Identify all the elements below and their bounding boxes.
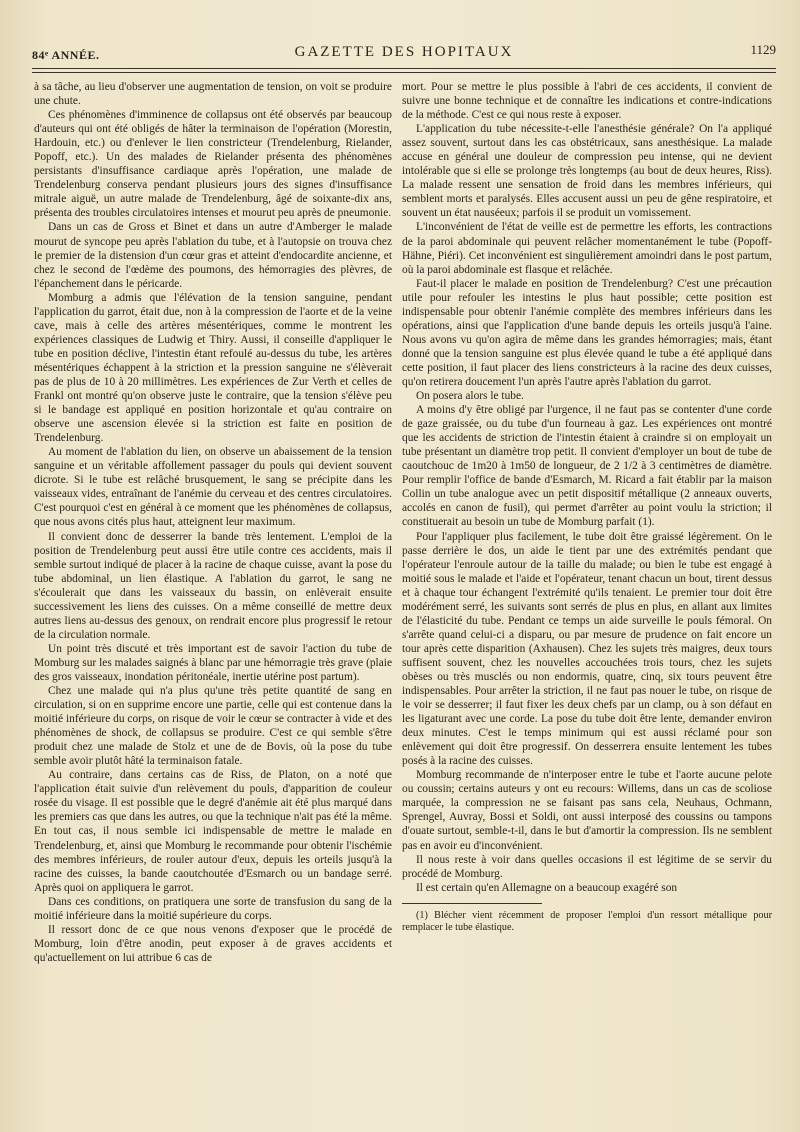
right-column bbox=[402, 80, 772, 935]
paragraph: Il est certain qu'en Allemagne on a beaucoup exagéré son bbox=[416, 881, 678, 894]
paragraph: Faut-il placer le malade en position de Trendelenburg? C'est une précaution utile pour refouler les intestins le plus haut possible; cette position est indispensable pour obtenir l'anémie complète des membres inférieurs dans les opérations, ainsi que l'application d'une bande depuis les orteils jusqu'à l'aine. Nous avons vu qu'on agira de même dans les grandes hémorragies; mais, étant donné que la tension sanguine est plus élevée quand le tube a été appliqué dans cette position, il faut placer des liens constricteurs à la racine des deux cuisses, qu'on retirera doucement l'un après l'autre après l'ablation du garrot. bbox=[402, 277, 772, 388]
paragraph: On posera alors le tube. bbox=[416, 390, 524, 403]
paragraph: Pour l'appliquer plus facilement, le tube doit être graissé légèrement. On le passe derrière le dos, un aide le tient par une des extrémités pendant que l'opérateur l'enroule autour de la taille du malade; ou bien le tube est engagé à moitié sous le malade et l'aide et l'opérateur, tenant chacun un bout, tirent dessus et à chaque tour échangent l'extrémité qu'ils tenaient. Le premier tour doit être modérément serré, les suivants sont serrés de plus en plus, en allant aux limites de l'élasticité du tube. Pendant ce temps un aide surveille le pouls fémoral. On s'arrête quand celui-ci a disparu, ou par mesure de prudence on fait encore un tour après cette disparition (Axhausen). Chez les sujets très maigres, deux tours suffisent souvent, chez les nouvelles accouchées trois tours, chez les sujets obèses ou très musclés ou non endormis, quatre, cinq, six tours peuvent être indispensables. Pour arrêter la striction, il ne faut pas nouer le tube, on risque de le voir se desserrer; il faut fixer les deux chefs par un clamp, ou à son défaut en les ligaturant avec une corde. La pose du tube doit être lente, demander environ deux minutes. C'est le temps minimum qui est aussi réclamé pour son enlèvement qui doit être progressif. On desserrera ensuite lentement les tubes posés à la racine des cuisses. bbox=[402, 530, 772, 768]
paragraph: mort. Pour se mettre le plus possible à l'abri de ces accidents, il convient de suivre une bonne technique et de connaître les indications et contre-indications de la méthode. C'est ce qui nous reste à exposer. bbox=[402, 81, 772, 122]
paragraph: A moins d'y être obligé par l'urgence, il ne faut pas se contenter d'une corde de gaze graissée, ou du tube d'un fourneau à gaz. Les expériences ont montré que les accidents de striction de l'intestin étaient à craindre si on employait un tube présentant un diamètre trop petit. Il convient d'employer un bout de tube de caoutchouc de 1m20 à 1m50 de longueur, de 2 1/2 à 3 centimètres de diamètre. Pour remplir l'office de bande d'Esmarch, M. Ricard a fait établir par la maison Collin un tube analogue avec un petit dispositif métallique (2 anneaux ouverts, accolés en canon de fusil), qui permet d'arrêter au point voulu la striction; il constituerait au besoin un tube de Momburg parfait (1). bbox=[402, 404, 772, 529]
footnote-rule bbox=[402, 903, 542, 904]
paragraph: Momburg recommande de n'interposer entre le tube et l'aorte aucune pelote ou coussin; certains auteurs y ont eu recours: Willems, dans un cas de scoliose marquée, la compression ne se faisant pas sans cela, Neuhaus, Ochmann, Sprengel, Auvray, Bossi et Soldi, ont aussi interposé des coussins ou tampons d'ouate surtout, semble-t-il, dans le but d'amortir la compression. Ils ne semblent pas en avoir eu d'inconvénient. bbox=[402, 769, 772, 852]
paragraph: Chez une malade qui n'a plus qu'une très petite quantité de sang en circulation, si on en supprime encore une partie, celle qui est contenue dans la moitié inférieure du corps, on risque de voir le cœur se contracter à vide et des phénomènes de shock, de collapsus se produire. C'est ce qui semble s'être produit chez une malade de Stolz et une de de Bovis, où la pose du tube semble avoir plutôt hâté la terminaison fatale. bbox=[34, 685, 392, 768]
paragraph: Dans ces conditions, on pratiquera une sorte de transfusion du sang de la moitié inférieure dans la moitié supérieure du corps. bbox=[34, 895, 392, 922]
volume-label: 84ᵉ ANNÉE. bbox=[32, 48, 100, 62]
page-number: 1129 bbox=[750, 42, 776, 57]
header-rule-double bbox=[32, 72, 776, 73]
paragraph: Dans un cas de Gross et Binet et dans un autre d'Amberger le malade mourut de syncope peu après l'ablation du tube, et à l'autopsie on trouva chez le premier de la distension d'un cœur gras et atteint d'endocardite ancienne, et chez le second de l'œdème des poumons, des hémorragies des plèvres, de l'épanchement dans le péricarde. bbox=[34, 221, 392, 290]
left-column bbox=[34, 80, 392, 965]
page-header bbox=[32, 38, 776, 64]
paragraph: Au contraire, dans certains cas de Riss, de Platon, on a noté que l'application était suivie d'un relèvement du pouls, d'apparition de couleur rosée du visage. Il est possible que le degré d'anémie ait été plus marqué dans les premiers cas que dans les autres, ou que la technique n'ait pas été la même. En tout cas, il nous semble ici indispensable de mettre le malade en Trendelenburg, et, ainsi que Momburg le recommande pour obtenir l'ischémie des membres inférieurs, de rouler autour d'eux, depuis les orteils jusqu'à la racine des cuisses, la bande caoutchoutée d'Esmarch ou un bandage serré. Après quoi on appliquera le garrot. bbox=[34, 769, 392, 894]
paragraph: Il ressort donc de ce que nous venons d'exposer que le procédé de Momburg, loin d'être anodin, peut exposer à de graves accidents et qu'actuellement on lui attribue 6 cas de bbox=[34, 923, 392, 964]
paragraph: Il nous reste à voir dans quelles occasions il est légitime de se servir du procédé de Momburg. bbox=[402, 853, 772, 880]
paragraph: Il convient donc de desserrer la bande très lentement. L'emploi de la position de Trendelenburg peut aussi être utile contre ces accidents, mais il semble surtout indiqué de placer à la racine de chaque cuisse, avant la pose du tube abdominal, un lien élastique. A l'ablation du garrot, le sang ne s'écoulerait que dans les vaisseaux du bassin, on enlèverait ensuite successivement les liens des cuisses. On a même conseillé de mettre deux autres liens au-dessus des genoux, on rendrait encore plus progressif le retour de la circulation normale. bbox=[34, 530, 392, 641]
paragraph: Au moment de l'ablation du lien, on observe un abaissement de la tension sanguine et un véritable affollement passager du pouls qui devient souvent dicrote. Si le tube est relâché brusquement, le sang se précipite dans les vaisseaux vides, entraînant de l'anémie du cerveau et des centres circulatoires. C'est pourquoi c'est en général à ce moment que les phénomènes de collapsus, que nous avons cités plus haut, atteignent leur maximum. bbox=[34, 446, 392, 529]
paragraph: à sa tâche, au lieu d'observer une augmentation de tension, on voit se produire une chute. bbox=[34, 81, 392, 108]
journal-title: GAZETTE DES HOPITAUX bbox=[294, 44, 514, 60]
paragraph: Ces phénomènes d'imminence de collapsus ont été observés par beaucoup d'auteurs qui ont été obligés de hâter la terminaison de l'opération (Morestin, Hardouin, etc.) ou d'enlever le lien constricteur (Trendelenburg, Rielander, Popoff, etc.). Un des malades de Rielander présenta des phénomènes persistants d'insuffisance cardiaque après l'opération, une malade de Trendelenburg conserva pendant plusieurs jours des signes d'insuffisance mitrale aiguë, un autre malade de Trendelenburg, âgé de soixante-dix ans, présenta des troubles circulatoires intenses et mourut peu après de pneumonie. bbox=[34, 109, 392, 220]
paragraph: Un point très discuté et très important est de savoir l'action du tube de Momburg sur les malades saignés à blanc par une hémorragie très grave (plaie des gros vaisseaux, inondation péritonéale, inertie utérine post partum). bbox=[34, 642, 392, 683]
paragraph: Momburg a admis que l'élévation de la tension sanguine, pendant l'application du garrot, était due, non à la compression de l'aorte et de la veine cave, mais à celle des artères mésentériques, comme le montrent les expériences classiques de Ludwig et Thiry. Aussi, il conseille d'appliquer le tube en position déclive, l'intestin étant refoulé au-dessus du tube, les artères mésentériques échappent à la striction et la pression sanguine ne s'élèverait pas de plus de 10 à 20 millimètres. Les expériences de Zur Verth et celles de Frankl ont montré qu'on observe juste le contraire, que la tension s'élève peu si le bandage est appliqué en position horizontale et qu'au contraire on observe une ascension élevée si la striction est faite en position de Trendelenburg. bbox=[34, 291, 392, 445]
paragraph: L'inconvénient de l'état de veille est de permettre les efforts, les contractions de la paroi abdominale qui peuvent relâcher momentanément le tube (Popoff-Hähne, Piéri). Cet inconvénient est singulièrement amoindri dans le post partum, où la paroi abdominale est flasque et relâchée. bbox=[402, 221, 772, 276]
header-rule bbox=[32, 68, 776, 69]
paragraph: L'application du tube nécessite-t-elle l'anesthésie générale? On l'a appliqué assez souvent, surtout dans les cas obstétricaux, sans anesthésique. La malade accuse en général une douleur de compression peu intense, qui ne devient intolérable que si elle se prolonge très longtemps (au bout de deux heures, Riss). La malade ressent une sensation de froid dans les membres inférieurs, qui semblent morts et paralysés. Elles accusent aussi un peu de gêne respiratoire, et souvent un état nauséeux; parfois il se produit un vomissement. bbox=[402, 123, 772, 220]
footnote: (1) Blécher vient récemment de proposer l'emploi d'un ressort métallique pour remplacer le tube élastique. bbox=[402, 909, 772, 934]
